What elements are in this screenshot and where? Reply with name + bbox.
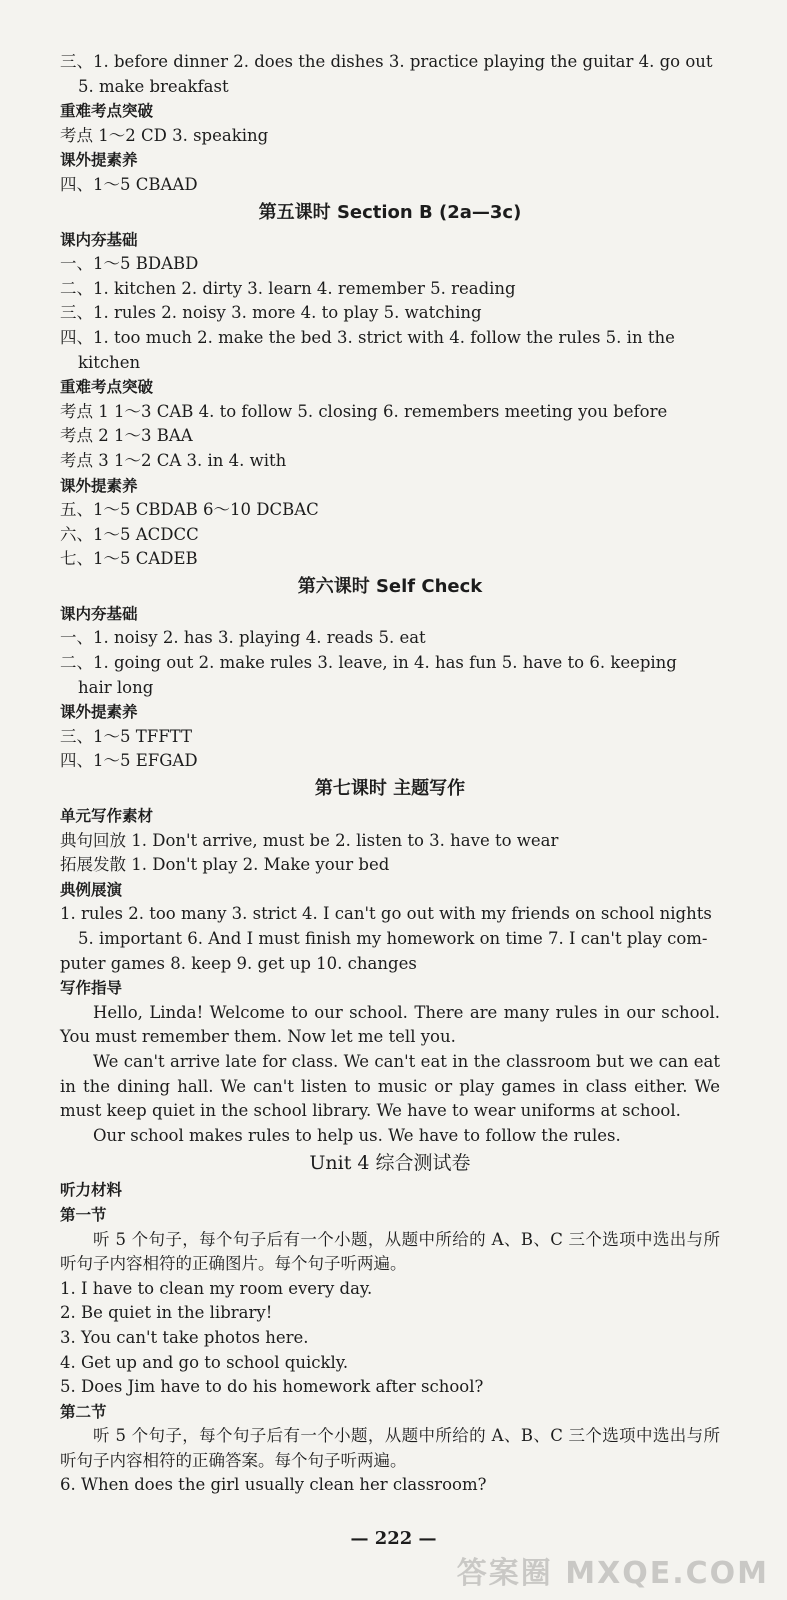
answer-line: 五、1～5 CBDAB 6～10 DCBAC bbox=[60, 500, 319, 520]
answer-line: 2. Be quiet in the library! bbox=[60, 1303, 273, 1323]
section-label: 课外提素养 bbox=[60, 703, 138, 722]
lesson-heading: 第六课时 Self Check bbox=[297, 575, 483, 597]
answer-line: 5. Does Jim have to do his homework after school? bbox=[60, 1377, 484, 1397]
answer-line: 拓展发散 1. Don't play 2. Make your bed bbox=[60, 855, 390, 875]
answer-line: 考点 3 1～2 CA 3. in 4. with bbox=[60, 450, 287, 470]
section-label: 课内夯基础 bbox=[60, 604, 138, 623]
paragraph: Hello, Linda! Welcome to our school. There are many rules in our school. You must remember them. Now let me tell you. bbox=[60, 1002, 720, 1047]
answer-page bbox=[60, 50, 720, 1498]
answer-line: 一、1～5 BDABD bbox=[60, 254, 199, 274]
paragraph: Our school makes rules to help us. We have to follow the rules. bbox=[93, 1125, 621, 1145]
answer-line: 四、1～5 CBAAD bbox=[60, 174, 198, 194]
section-label: 第一节 bbox=[60, 1205, 107, 1224]
section-label: 重难考点突破 bbox=[60, 102, 154, 121]
answer-line: 考点 2 1～3 BAA bbox=[60, 426, 193, 446]
lesson-heading: 第七课时 主题写作 bbox=[314, 778, 466, 800]
answer-line: 1. I have to clean my room every day. bbox=[60, 1278, 373, 1298]
section-label: 课内夯基础 bbox=[60, 230, 138, 249]
answer-line: 六、1～5 ACDCC bbox=[60, 524, 199, 544]
answer-line-continued: 5. make breakfast bbox=[78, 76, 229, 96]
answer-line: 二、1. going out 2. make rules 3. leave, in 4. has fun 5. have to 6. keeping bbox=[60, 653, 677, 673]
answer-line: 典句回放 1. Don't arrive, must be 2. listen to 3. have to wear bbox=[60, 830, 559, 850]
page-number: — 222 — bbox=[350, 1528, 437, 1549]
section-label: 第二节 bbox=[60, 1402, 107, 1421]
answer-line: 考点 1 1～3 CAB 4. to follow 5. closing 6. remembers meeting you before bbox=[60, 401, 668, 421]
section-label: 单元写作素材 bbox=[60, 807, 154, 826]
answer-line: 三、1～5 TFFTT bbox=[60, 726, 192, 746]
answer-line: 三、1. rules 2. noisy 3. more 4. to play 5. watching bbox=[60, 303, 482, 323]
answer-line: 3. You can't take photos here. bbox=[60, 1327, 309, 1347]
answer-line-continued: 5. important 6. And I must finish my homework on time 7. I can't play com- bbox=[78, 929, 708, 948]
answer-line: 一、1. noisy 2. has 3. playing 4. reads 5. eat bbox=[60, 628, 426, 648]
answer-line: 考点 1～2 CD 3. speaking bbox=[60, 125, 269, 145]
section-label: 课外提素养 bbox=[60, 151, 138, 170]
lesson-heading: 第五课时 Section B (2a—3c) bbox=[258, 201, 522, 223]
answer-line: 七、1～5 CADEB bbox=[60, 549, 198, 569]
answer-line: 6. When does the girl usually clean her classroom? bbox=[60, 1475, 487, 1495]
answer-line: 二、1. kitchen 2. dirty 3. learn 4. remember 5. reading bbox=[60, 278, 516, 298]
answer-line: 4. Get up and go to school quickly. bbox=[60, 1352, 349, 1372]
site-watermark: 答案圈 MXQE.COM bbox=[456, 1556, 769, 1591]
answer-line: 1. rules 2. too many 3. strict 4. I can't go out with my friends on school nights bbox=[60, 904, 712, 924]
answer-line: 三、1. before dinner 2. does the dishes 3. practice playing the guitar 4. go out bbox=[60, 52, 713, 71]
paragraph: 听 5 个句子，每个句子后有一个小题，从题中所给的 A、B、C 三个选项中选出与所听句子内容相符的正确答案。每个句子听两遍。 bbox=[60, 1426, 720, 1470]
paragraph: We can't arrive late for class. We can't eat in the classroom but we can eat in the dining hall. We can't listen to music or play games in class either. We must keep quiet in the school library. We have to wear uniforms at school. bbox=[60, 1051, 720, 1121]
answer-line: puter games 8. keep 9. get up 10. changes bbox=[60, 953, 417, 973]
section-label: 课外提素养 bbox=[60, 476, 138, 495]
section-label: 听力材料 bbox=[60, 1181, 123, 1200]
section-label: 典例展演 bbox=[60, 880, 123, 899]
answer-line-continued: hair long bbox=[78, 677, 154, 697]
section-label: 重难考点突破 bbox=[60, 378, 154, 397]
paragraph: 听 5 个句子，每个句子后有一个小题，从题中所给的 A、B、C 三个选项中选出与所听句子内容相符的正确图片。每个句子听两遍。 bbox=[60, 1229, 720, 1274]
answer-line-continued: kitchen bbox=[78, 352, 141, 372]
answer-line: 四、1～5 EFGAD bbox=[60, 751, 198, 771]
section-label: 写作指导 bbox=[60, 979, 123, 998]
unit-title: Unit 4 综合测试卷 bbox=[309, 1152, 471, 1175]
answer-line: 四、1. too much 2. make the bed 3. strict with 4. follow the rules 5. in the bbox=[60, 327, 675, 347]
